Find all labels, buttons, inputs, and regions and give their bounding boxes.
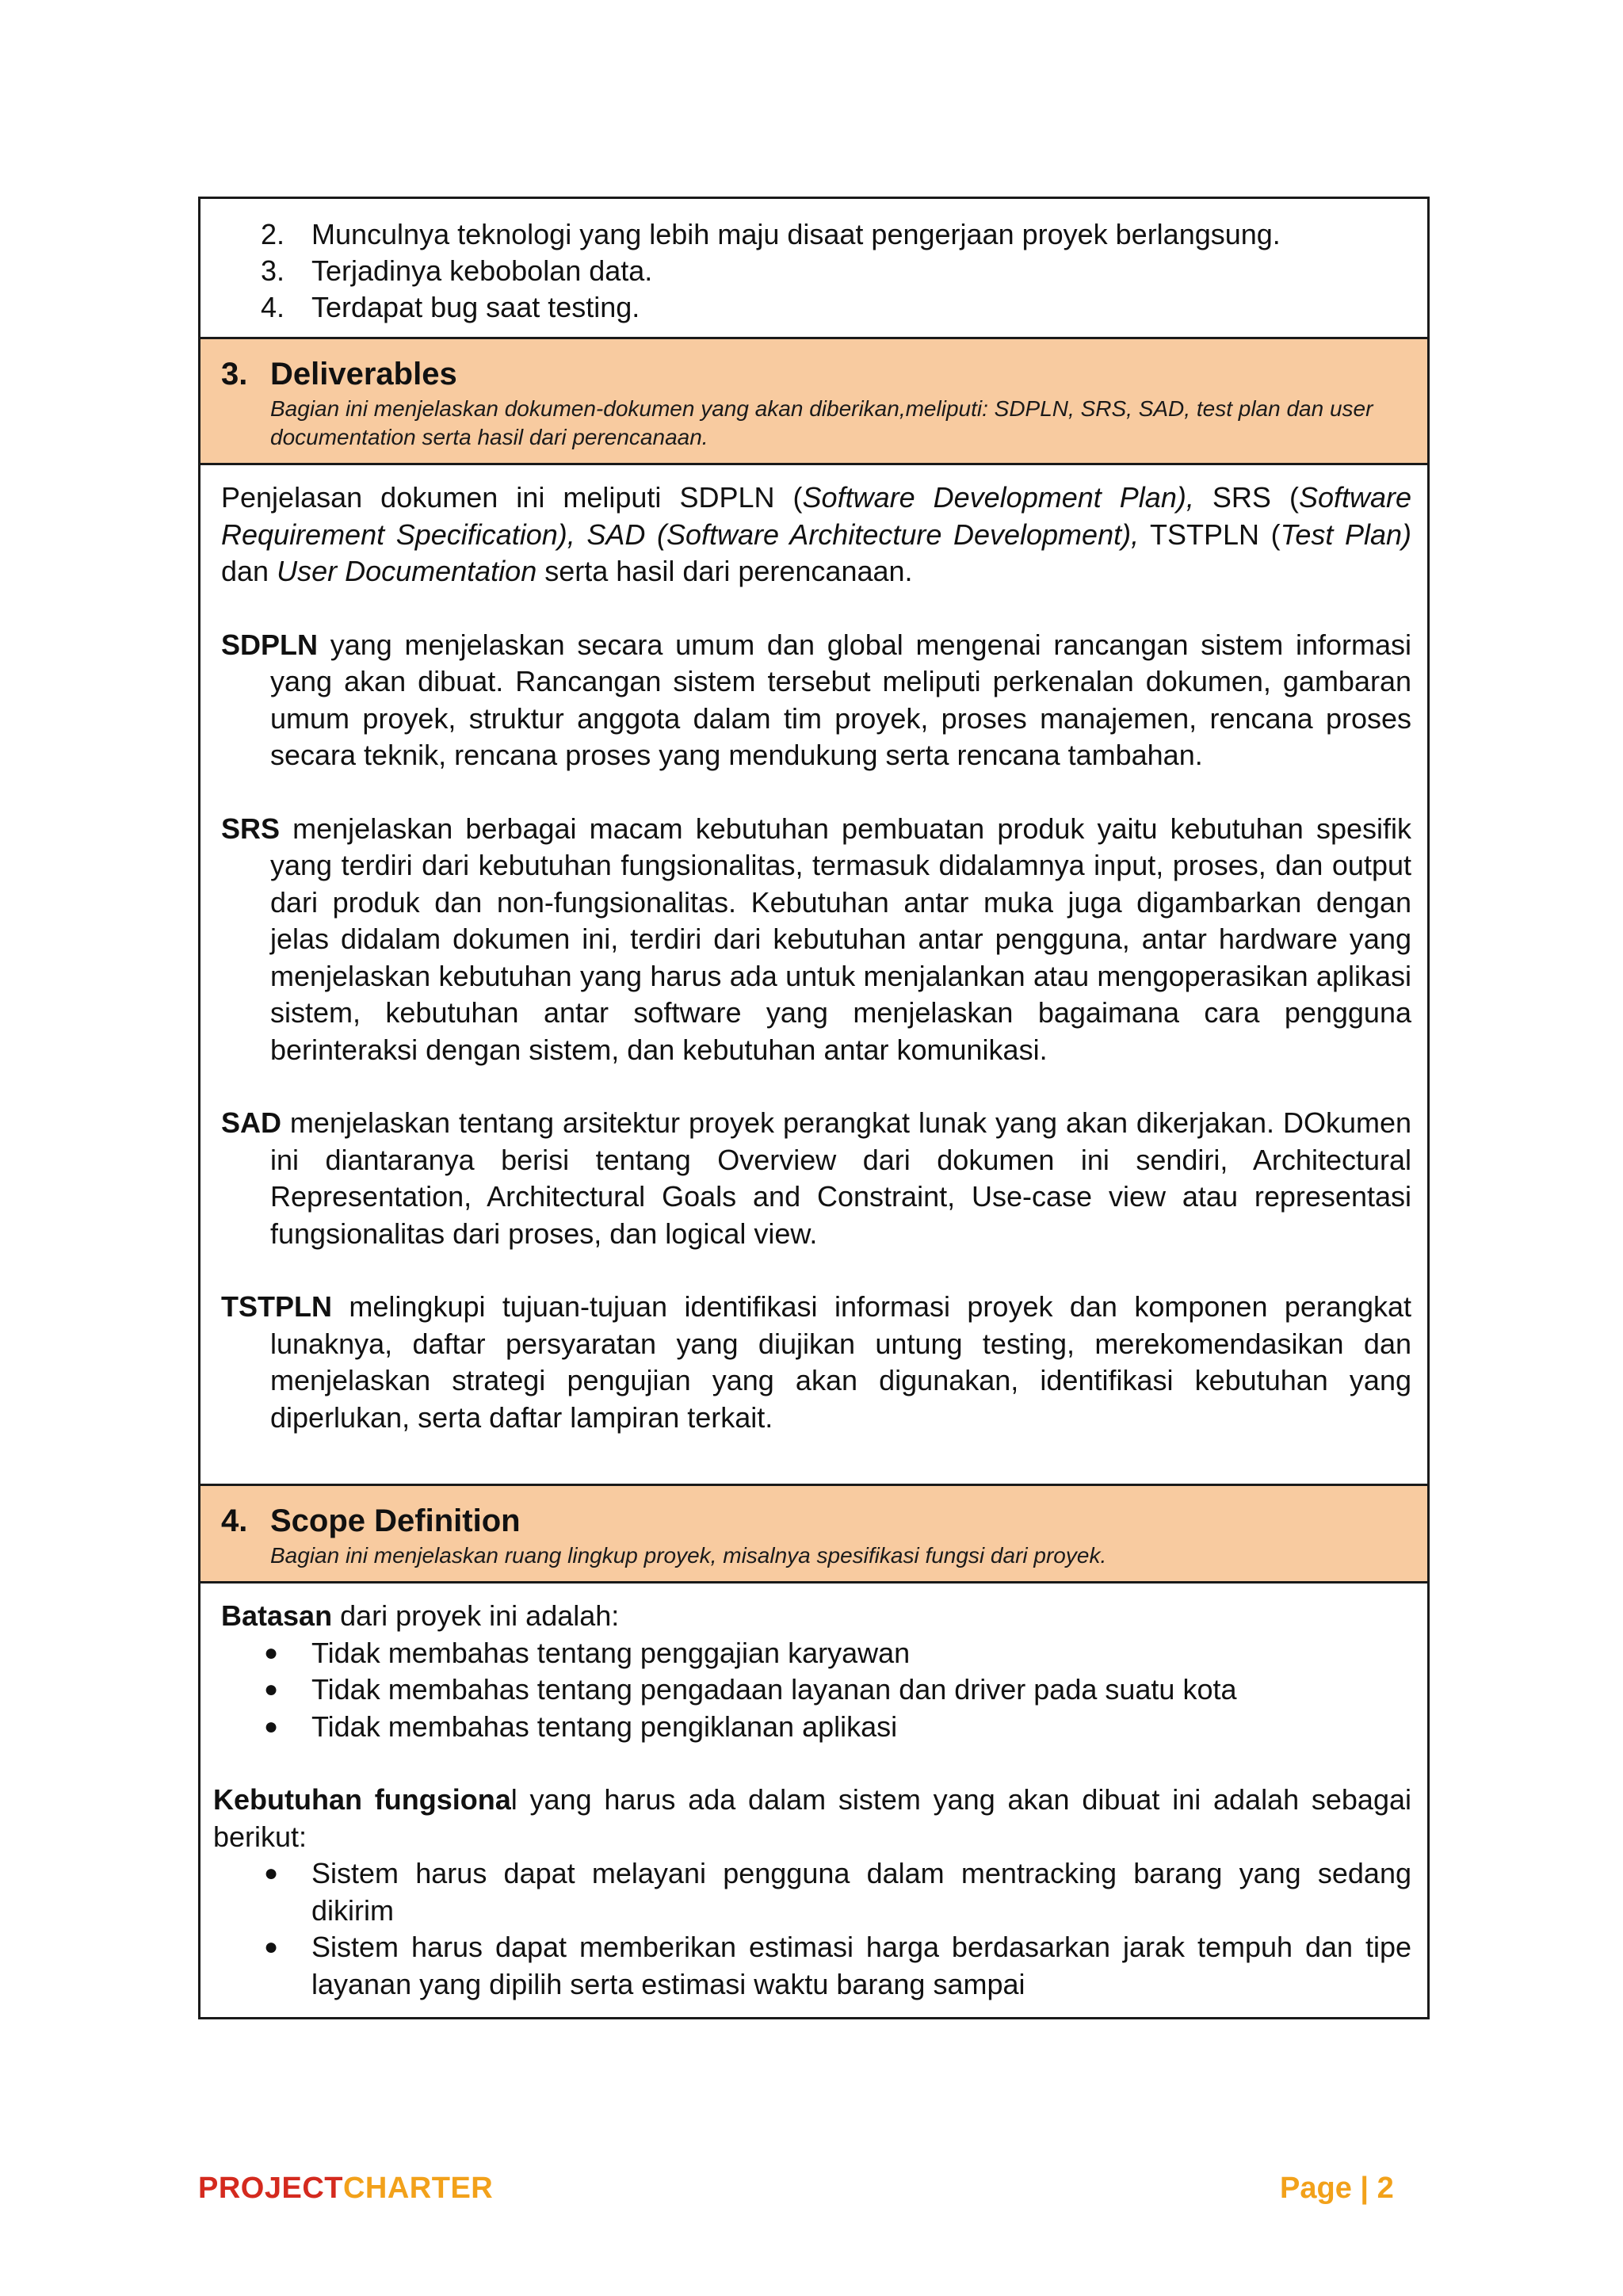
doc-description-tstpln: TSTPLN melingkupi tujuan-tujuan identifikasi informasi proyek dan komponen perangkat lunaknya, daftar persyaratan yang diujikan untung testing, merekomendasikan dan menjelaskan strategi pengujian yang akan digunakan, identifikasi kebutuhan yang diperlukan, serta daftar lampiran terkait. [221, 1290, 1411, 1434]
batasan-list [200, 1635, 1427, 1746]
list-item: 3. Terjadinya kebobolan data. [261, 254, 653, 287]
footer-brand: PROJECTCHARTER [198, 2172, 494, 2205]
list-item: 2. Munculnya teknologi yang lebih maju disaat pengerjaan proyek berlangsung. [261, 218, 1281, 250]
risk-list [200, 216, 1427, 326]
deliverables-intro: Penjelasan dokumen ini meliputi SDPLN (Software Development Plan), SRS (Software Requirement Specification), SAD (Software Architecture Development), TSTPLN (Test Plan) dan User Documentation serta hasil dari perencanaan. [221, 481, 1412, 587]
batasan-intro: Batasan dari proyek ini adalah: [221, 1599, 620, 1632]
fungsional-intro: Kebutuhan fungsional yang harus ada dalam sistem yang akan dibuat ini adalah sebagai berikut: [213, 1783, 1411, 1853]
deliverables-header [200, 337, 1427, 463]
section-title: 4. Scope Definition [221, 1503, 521, 1538]
doc-description-sdpln: SDPLN yang menjelaskan secara umum dan global mengenai rancangan sistem informasi yang akan dibuat. Rancangan sistem tersebut meliputi perkenalan dokumen, gambaran umum proyek, struktur anggota dalam tim proyek, proses manajemen, rencana proses secara teknik, rencana proses yang mendukung serta rencana tambahan. [221, 628, 1411, 771]
list-item: ● Tidak membahas tentang pengadaan layanan dan driver pada suatu kota [264, 1673, 1237, 1706]
scope-body [200, 1581, 1427, 2017]
list-item: 4. Terdapat bug saat testing. [261, 291, 640, 323]
section-description: Bagian ini menjelaskan dokumen-dokumen yang akan diberikan,meliputi: SDPLN, SRS, SAD, test plan dan user documentation serta hasil dari perencanaan. [270, 396, 1373, 449]
charter-table [198, 197, 1430, 2019]
risks-continued-cell [200, 199, 1427, 337]
section-title: 3. Deliverables [221, 357, 457, 392]
page-number: Page | 2 [1280, 2172, 1394, 2205]
list-item: ● Sistem harus dapat memberikan estimasi harga berdasarkan jarak tempuh dan tipe layanan yang dipilih serta estimasi waktu barang sampai [264, 1931, 1411, 2000]
section-description: Bagian ini menjelaskan ruang lingkup proyek, misalnya spesifikasi fungsi dari proyek. [270, 1543, 1107, 1568]
scope-header [200, 1484, 1427, 1581]
list-item: ● Sistem harus dapat melayani pengguna dalam mentracking barang yang sedang dikirim [264, 1857, 1411, 1927]
list-item: ● Tidak membahas tentang penggajian karyawan [264, 1636, 911, 1669]
doc-description-srs: SRS menjelaskan berbagai macam kebutuhan pembuatan produk yaitu kebutuhan spesifik yang terdiri dari kebutuhan fungsionalitas, termasuk didalamnya input, proses, dan output dari produk dan non-fungsionalitas. Kebutuhan antar muka juga digambarkan dengan jelas didalam dokumen ini, terdiri dari kebutuhan antar pengguna, antar hardware yang menjelaskan kebutuhan yang harus ada untuk menjalankan atau mengoperasikan aplikasi sistem, kebutuhan antar software yang menjelaskan bagaimana cara pengguna berinteraksi dengan sistem, dan kebutuhan antar komunikasi. [221, 812, 1411, 1066]
deliverables-body [200, 463, 1427, 1484]
fungsional-list [200, 1855, 1427, 2003]
doc-description-sad: SAD menjelaskan tentang arsitektur proyek perangkat lunak yang akan dikerjakan. DOkumen ini diantaranya berisi tentang Overview dari dokumen ini sendiri, Architectural Representation, Architectural Goals and Constraint, Use-case view atau representasi fungsionalitas dari proses, dan logical view. [221, 1106, 1411, 1250]
list-item: ● Tidak membahas tentang pengiklanan aplikasi [264, 1710, 898, 1743]
